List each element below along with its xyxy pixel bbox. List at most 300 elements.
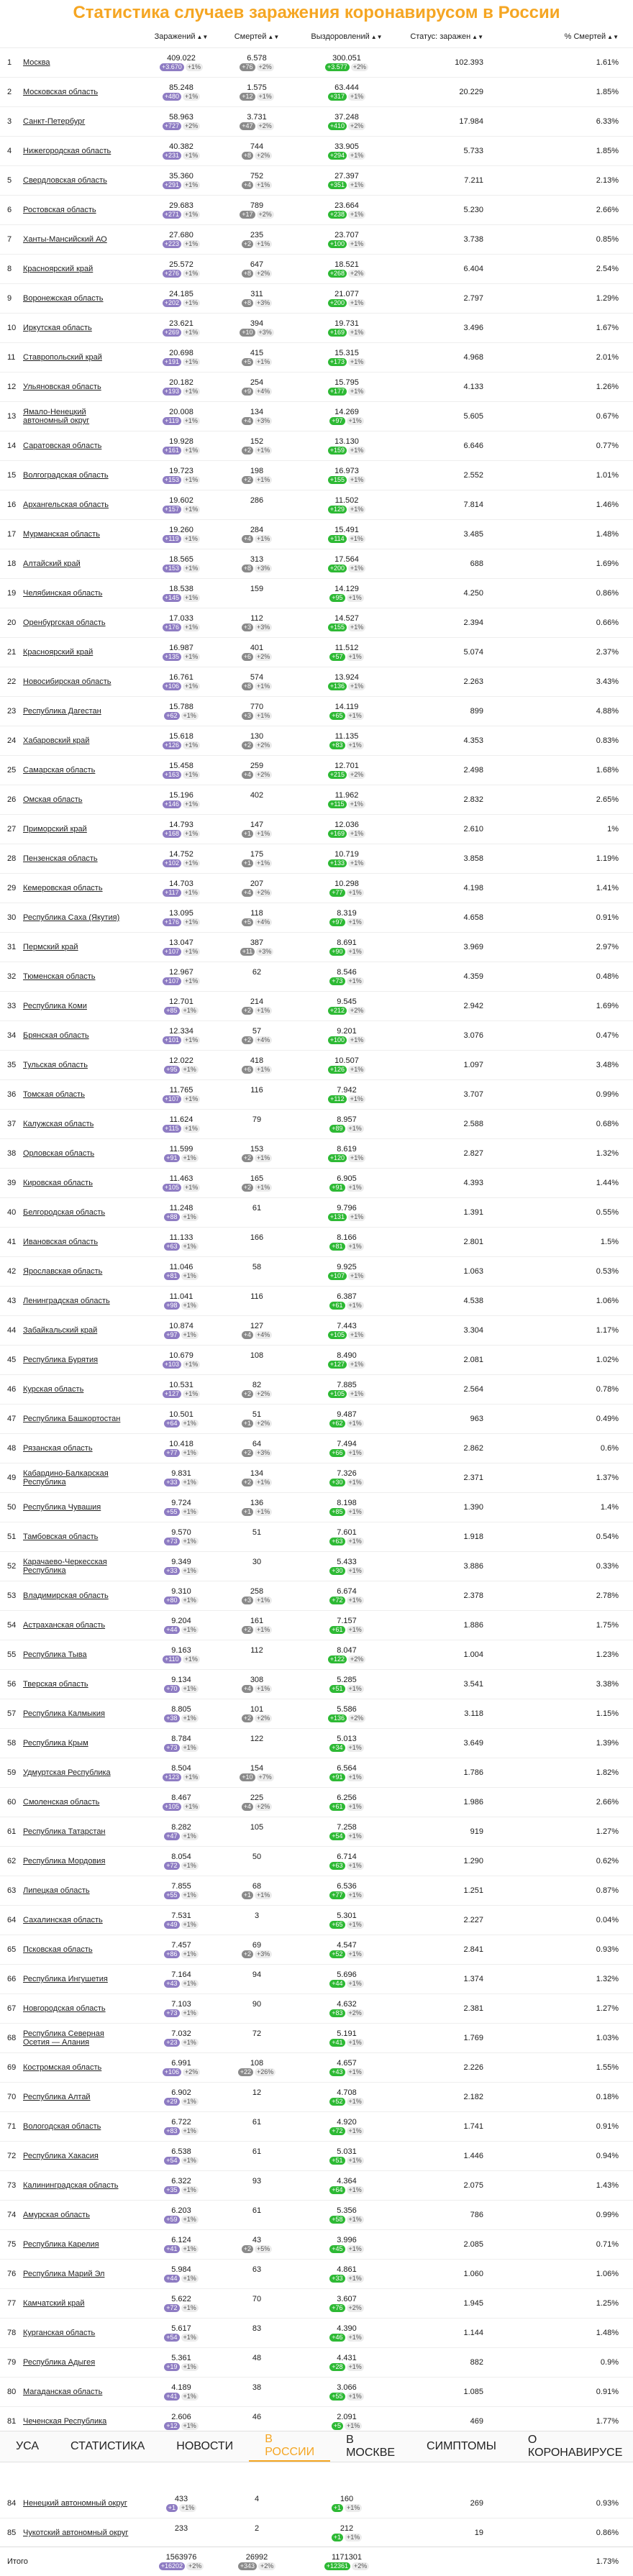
region-cell bbox=[23, 1975, 138, 1983]
deaths-cell-change bbox=[242, 417, 273, 425]
deaths-cell-percent-badge: +1% bbox=[255, 535, 272, 543]
recovered-cell bbox=[289, 732, 404, 749]
infected-cell bbox=[138, 791, 224, 808]
region-link[interactable]: Удмуртская Республика bbox=[23, 1768, 111, 1777]
region-link[interactable]: Республика Тыва bbox=[23, 1650, 87, 1659]
infected-cell bbox=[138, 1145, 224, 1162]
recovered-cell-delta-badge: +200 bbox=[328, 565, 347, 572]
deaths-cell-value: 51 bbox=[252, 1528, 262, 1537]
recovered-cell-percent-badge: +1% bbox=[348, 1361, 365, 1369]
deaths-cell-delta-badge: +12 bbox=[240, 93, 255, 101]
region-link[interactable]: Республика Карелия bbox=[23, 2240, 99, 2249]
recovered-cell-value: 13.130 bbox=[334, 437, 359, 446]
nav-item-6[interactable]: СИМПТОМЫ bbox=[427, 2440, 496, 2452]
mortality-cell: 1.5% bbox=[600, 1238, 619, 1246]
header-infected[interactable]: Заражений ▲▼ bbox=[154, 32, 209, 41]
row-number: 40 bbox=[7, 1208, 17, 1217]
recovered-cell bbox=[289, 1440, 404, 1457]
recovered-cell bbox=[289, 1970, 404, 1988]
region-link[interactable]: Красноярский край bbox=[23, 648, 94, 657]
region-link[interactable]: Мурманская область bbox=[23, 530, 100, 539]
deaths-cell-change bbox=[240, 93, 274, 101]
nav-item-4[interactable]: В РОССИИ bbox=[249, 2431, 330, 2462]
region-link[interactable]: Московская область bbox=[23, 88, 99, 96]
region-link[interactable]: Пермский край bbox=[23, 943, 78, 951]
deaths-cell bbox=[224, 2354, 289, 2371]
region-link[interactable]: Республика Крым bbox=[23, 1739, 88, 1748]
recovered-cell bbox=[289, 408, 404, 425]
deaths-cell-percent-badge: +2% bbox=[257, 122, 274, 130]
region-link[interactable]: Ханты-Мансийский АО bbox=[23, 235, 107, 244]
infected-cell bbox=[138, 2295, 224, 2312]
nav-item-1[interactable]: УСА bbox=[16, 2440, 40, 2452]
infected-cell-change bbox=[163, 1361, 201, 1369]
region-link[interactable]: Ивановская область bbox=[23, 1238, 99, 1246]
region-link[interactable]: Вологодская область bbox=[23, 2122, 101, 2131]
table-row bbox=[0, 1257, 633, 1287]
deaths-cell-value: 647 bbox=[250, 260, 264, 269]
infected-cell-value: 15.618 bbox=[169, 732, 193, 741]
recovered-cell-percent-badge: +2% bbox=[347, 2304, 364, 2312]
region-link[interactable]: Калининградская область bbox=[23, 2181, 119, 2190]
deaths-cell-delta-badge: +2 bbox=[242, 1184, 253, 1192]
infected-cell-value: 13.095 bbox=[169, 909, 193, 918]
region-link[interactable]: Республика Бурятия bbox=[23, 1356, 99, 1364]
infected-cell-change bbox=[163, 859, 201, 867]
region-link[interactable]: Санкт-Петербург bbox=[23, 117, 86, 126]
row-number: 29 bbox=[7, 884, 17, 892]
region-link[interactable]: Ленинградская область bbox=[23, 1297, 110, 1305]
deaths-cell-percent-badge: +2% bbox=[257, 211, 274, 219]
region-link[interactable]: Томская область bbox=[23, 1090, 85, 1099]
mortality-cell: 0.66% bbox=[596, 618, 619, 627]
recovered-cell-change bbox=[328, 1655, 366, 1663]
recovered-cell bbox=[289, 614, 404, 631]
deaths-cell-delta-badge: +5 bbox=[242, 918, 253, 926]
active-cell: 5.605 bbox=[463, 412, 483, 421]
deaths-cell-delta-badge: +2 bbox=[242, 1007, 253, 1015]
infected-cell bbox=[138, 1912, 224, 1929]
row-number: 41 bbox=[7, 1238, 17, 1246]
deaths-cell-change bbox=[242, 1066, 273, 1074]
recovered-cell-percent-badge: +1% bbox=[347, 918, 364, 926]
infected-cell-delta-badge: +91 bbox=[164, 1154, 179, 1162]
region-link[interactable]: Ненецкий автономный округ bbox=[23, 2499, 127, 2508]
region-link[interactable]: Пензенская область bbox=[23, 854, 98, 863]
recovered-cell-value: 5.696 bbox=[337, 1970, 357, 1979]
deaths-cell-percent-badge: +2% bbox=[255, 1420, 272, 1428]
infected-cell-value: 10.501 bbox=[169, 1410, 193, 1419]
recovered-cell-change bbox=[329, 1508, 364, 1516]
recovered-cell-percent-badge: +2% bbox=[348, 1007, 365, 1015]
deaths-cell-percent-badge: +2% bbox=[255, 771, 272, 779]
deaths-cell-value: 198 bbox=[250, 467, 264, 475]
region-cell bbox=[23, 736, 138, 745]
region-link[interactable]: Хабаровский край bbox=[23, 736, 90, 745]
header-status[interactable]: Статус: заражен ▲▼ bbox=[410, 32, 483, 41]
region-link[interactable]: Воронежская область bbox=[23, 294, 104, 303]
region-link[interactable]: Ростовская область bbox=[23, 206, 96, 214]
infected-cell-percent-badge: +1% bbox=[181, 1243, 199, 1251]
recovered-cell-value: 5.433 bbox=[337, 1558, 357, 1566]
region-link[interactable]: Челябинская область bbox=[23, 589, 103, 598]
region-link[interactable]: Курганская область bbox=[23, 2329, 96, 2337]
infected-cell-percent-badge: +1% bbox=[181, 2393, 199, 2401]
mortality-cell: 1.06% bbox=[596, 1297, 619, 1305]
recovered-cell-percent-badge: +1% bbox=[347, 1302, 364, 1310]
region-cell bbox=[23, 1857, 138, 1865]
infected-cell-value: 9.831 bbox=[171, 1469, 191, 1478]
recovered-cell-change bbox=[329, 712, 364, 720]
region-link[interactable]: Ярославская область bbox=[23, 1267, 103, 1276]
infected-cell-delta-badge: +119 bbox=[163, 535, 181, 543]
infected-cell-change bbox=[164, 2009, 199, 2017]
region-cell bbox=[23, 530, 138, 539]
active-cell: 1.063 bbox=[463, 1267, 483, 1276]
deaths-cell-value: 58 bbox=[252, 1263, 262, 1271]
infected-cell-change bbox=[163, 329, 201, 337]
recovered-cell-value: 7.494 bbox=[337, 1440, 357, 1448]
infected-cell bbox=[138, 732, 224, 749]
region-cell bbox=[23, 1090, 138, 1099]
region-link[interactable]: Калужская область bbox=[23, 1120, 94, 1128]
region-cell bbox=[23, 1503, 138, 1512]
deaths-cell-percent-badge: +4% bbox=[255, 1331, 272, 1339]
region-link[interactable]: Самарская область bbox=[23, 766, 96, 775]
infected-cell-percent-badge: +1% bbox=[186, 63, 203, 71]
recovered-cell-change bbox=[328, 122, 366, 130]
infected-cell-delta-badge: +73 bbox=[164, 2009, 179, 2017]
recovered-cell-value: 23.664 bbox=[334, 201, 359, 210]
recovered-cell-change bbox=[332, 2422, 363, 2430]
region-link[interactable]: Забайкальский край bbox=[23, 1326, 98, 1335]
recovered-cell-change bbox=[328, 329, 366, 337]
region-cell bbox=[23, 1208, 138, 1217]
region-link[interactable]: Республика Алтай bbox=[23, 2093, 91, 2101]
mortality-cell: 1.67% bbox=[596, 324, 619, 332]
region-link[interactable]: Смоленская область bbox=[23, 1798, 100, 1807]
region-cell bbox=[23, 1469, 138, 1486]
deaths-cell-value: 308 bbox=[250, 1676, 264, 1684]
region-link[interactable]: Республика Саха (Якутия) bbox=[23, 913, 120, 922]
region-link[interactable]: Волгоградская область bbox=[23, 471, 109, 480]
nav-item-3[interactable]: НОВОСТИ bbox=[176, 2440, 234, 2452]
page-title: Статистика случаев заражения коронавирусом в России bbox=[73, 3, 560, 22]
row-number: 50 bbox=[7, 1503, 17, 1512]
nav-item-7[interactable]: О КОРОНАВИРУСЕ bbox=[527, 2434, 623, 2459]
recovered-cell-value: 5.013 bbox=[337, 1735, 357, 1743]
infected-cell-percent-badge: +1% bbox=[181, 1066, 199, 1074]
region-link[interactable]: Чеченская Республика bbox=[23, 2417, 107, 2426]
region-link[interactable]: Архангельская область bbox=[23, 501, 109, 509]
recovered-cell-percent-badge: +1% bbox=[348, 800, 365, 808]
recovered-cell-delta-badge: +65 bbox=[329, 712, 345, 720]
recovered-cell-change bbox=[329, 1243, 364, 1251]
region-cell bbox=[23, 2122, 138, 2131]
infected-cell bbox=[138, 2206, 224, 2224]
mortality-cell: 2.37% bbox=[596, 648, 619, 657]
deaths-cell-delta-badge: +4 bbox=[242, 1803, 253, 1811]
infected-cell-value: 8.467 bbox=[171, 1794, 191, 1802]
region-link[interactable]: Ямало-Ненецкий автономный округ bbox=[23, 408, 90, 425]
deaths-cell-percent-badge: +3% bbox=[256, 948, 273, 956]
recovered-cell-delta-badge: +72 bbox=[329, 2127, 345, 2135]
infected-cell-percent-badge: +1% bbox=[183, 859, 200, 867]
infected-cell-change bbox=[164, 1862, 199, 1870]
region-link[interactable]: Белгородская область bbox=[23, 1208, 106, 1217]
infected-cell-delta-badge: +33 bbox=[164, 1567, 179, 1575]
infected-cell-percent-badge: +1% bbox=[183, 977, 200, 985]
recovered-cell bbox=[289, 142, 404, 160]
recovered-cell-change bbox=[328, 1095, 365, 1103]
region-link[interactable]: Брянская область bbox=[23, 1031, 89, 1040]
recovered-cell-percent-badge: +1% bbox=[348, 1272, 365, 1280]
header-deaths[interactable]: Смертей ▲▼ bbox=[234, 32, 280, 41]
region-link[interactable]: Липецкая область bbox=[23, 1886, 90, 1895]
recovered-cell-change bbox=[329, 1479, 364, 1486]
mortality-cell: 1.32% bbox=[596, 1149, 619, 1158]
recovered-cell-delta-badge: +85 bbox=[329, 1508, 345, 1516]
infected-cell-percent-badge: +1% bbox=[183, 1803, 200, 1811]
deaths-cell-delta-badge: +6 bbox=[242, 1066, 253, 1074]
table-row bbox=[0, 1228, 633, 1257]
region-link[interactable]: Псковская область bbox=[23, 1945, 93, 1954]
header-recovered[interactable]: Выздоровлений ▲▼ bbox=[311, 32, 383, 41]
row-number: 16 bbox=[7, 501, 17, 509]
infected-cell-delta-badge: +38 bbox=[164, 1714, 179, 1722]
region-link[interactable]: Орловская область bbox=[23, 1149, 95, 1158]
mortality-cell: 0.62% bbox=[596, 1857, 619, 1865]
region-link[interactable]: Омская область bbox=[23, 795, 83, 804]
region-link[interactable]: Оренбургская область bbox=[23, 618, 106, 627]
region-link[interactable]: Нижегородская область bbox=[23, 147, 111, 155]
region-link[interactable]: Тульская область bbox=[23, 1061, 88, 1069]
infected-cell-change bbox=[163, 358, 201, 366]
region-link[interactable]: Владимирская область bbox=[23, 1591, 109, 1600]
recovered-cell-value: 11.962 bbox=[334, 791, 359, 800]
recovered-cell bbox=[289, 791, 404, 808]
region-link[interactable]: Астраханская область bbox=[23, 1621, 106, 1630]
recovered-cell-value: 5.301 bbox=[337, 1912, 357, 1920]
mortality-cell: 0.9% bbox=[600, 2358, 619, 2367]
region-cell bbox=[23, 206, 138, 214]
region-link[interactable]: Иркутская область bbox=[23, 324, 92, 332]
deaths-cell-percent-badge: +2% bbox=[255, 1390, 272, 1398]
region-link[interactable]: Республика Коми bbox=[23, 1002, 87, 1010]
region-link[interactable]: Тюменская область bbox=[23, 972, 96, 981]
region-link[interactable]: Приморский край bbox=[23, 825, 87, 833]
deaths-cell bbox=[224, 909, 289, 926]
deaths-cell-delta-badge: +2 bbox=[242, 2245, 253, 2253]
recovered-cell-change bbox=[329, 741, 364, 749]
recovered-cell bbox=[289, 1735, 404, 1752]
row-number: 17 bbox=[7, 530, 17, 539]
infected-cell-value: 5.984 bbox=[171, 2265, 191, 2274]
infected-cell-change bbox=[163, 948, 201, 956]
recovered-cell-value: 63.444 bbox=[334, 83, 359, 92]
infected-cell-delta-badge: +86 bbox=[164, 1950, 179, 1958]
deaths-cell-value: 153 bbox=[250, 1145, 264, 1154]
deaths-cell bbox=[224, 2295, 289, 2312]
region-link[interactable]: Новгородская область bbox=[23, 2004, 106, 2013]
region-link[interactable]: Тверская область bbox=[23, 1680, 88, 1689]
recovered-cell bbox=[289, 1351, 404, 1369]
deaths-cell bbox=[224, 1646, 289, 1663]
region-link[interactable]: Москва bbox=[23, 58, 50, 67]
infected-cell-value: 10.418 bbox=[169, 1440, 193, 1448]
recovered-cell bbox=[289, 703, 404, 720]
region-link[interactable]: Республика Хакасия bbox=[23, 2152, 99, 2160]
recovered-cell-value: 6.256 bbox=[337, 1794, 357, 1802]
table-row bbox=[0, 1758, 633, 1788]
region-link[interactable]: Республика Адыгея bbox=[23, 2358, 96, 2367]
recovered-cell-delta-badge: +112 bbox=[328, 1095, 347, 1103]
region-link[interactable]: Саратовская область bbox=[23, 442, 102, 450]
recovered-cell-change bbox=[329, 2363, 364, 2371]
deaths-cell-delta-badge: +10 bbox=[240, 1773, 255, 1781]
region-link[interactable]: Свердловская область bbox=[23, 176, 107, 185]
recovered-cell-value: 4.861 bbox=[337, 2265, 357, 2274]
region-link[interactable]: Республика Чувашия bbox=[23, 1503, 101, 1512]
deaths-cell-value: 134 bbox=[250, 408, 264, 416]
infected-cell-percent-badge: +1% bbox=[183, 741, 200, 749]
region-link[interactable]: Ульяновская область bbox=[23, 383, 101, 391]
region-link[interactable]: Камчатский край bbox=[23, 2299, 85, 2308]
mortality-cell: 0.18% bbox=[596, 2093, 619, 2101]
nav-item-5[interactable]: В МОСКВЕ bbox=[346, 2434, 396, 2459]
infected-cell-change bbox=[163, 270, 201, 278]
region-link[interactable]: Республика Ингушетия bbox=[23, 1975, 108, 1983]
region-link[interactable]: Магаданская область bbox=[23, 2388, 103, 2396]
region-link[interactable]: Красноярский край bbox=[23, 265, 94, 273]
region-link[interactable]: Новосибирская область bbox=[23, 677, 111, 686]
table-row bbox=[0, 1198, 633, 1228]
recovered-cell-delta-badge: +61 bbox=[329, 1626, 345, 1634]
deaths-cell-delta-badge: +8 bbox=[242, 565, 253, 572]
recovered-cell bbox=[289, 1853, 404, 1870]
active-cell: 3.485 bbox=[463, 530, 483, 539]
deaths-cell-change bbox=[242, 1685, 273, 1693]
infected-cell-percent-badge: +1% bbox=[181, 712, 199, 720]
region-link[interactable]: Республика Марий Эл bbox=[23, 2270, 105, 2278]
recovered-cell bbox=[289, 1086, 404, 1103]
recovered-cell-change bbox=[329, 2039, 364, 2047]
infected-cell bbox=[138, 880, 224, 897]
infected-cell bbox=[138, 378, 224, 396]
recovered-cell-percent-badge: +1% bbox=[347, 594, 364, 602]
infected-cell bbox=[138, 1233, 224, 1251]
recovered-cell-change bbox=[328, 447, 366, 455]
region-link[interactable]: Ставропольский край bbox=[23, 353, 102, 362]
row-number: 30 bbox=[7, 913, 17, 922]
region-link[interactable]: Костромская область bbox=[23, 2063, 102, 2072]
mortality-cell: 3.38% bbox=[596, 1680, 619, 1689]
region-link[interactable]: Рязанская область bbox=[23, 1444, 93, 1453]
infected-cell-change bbox=[164, 1243, 199, 1251]
region-cell bbox=[23, 2063, 138, 2072]
recovered-cell-change bbox=[328, 299, 366, 307]
header-mortality[interactable]: % Смертей ▲▼ bbox=[564, 32, 619, 41]
region-link[interactable]: Республика Татарстан bbox=[23, 1827, 106, 1836]
deaths-cell bbox=[224, 1794, 289, 1811]
recovered-cell-delta-badge: +90 bbox=[329, 948, 345, 956]
infected-cell-percent-badge: +1% bbox=[181, 2216, 199, 2224]
region-link[interactable]: Алтайский край bbox=[23, 559, 81, 568]
region-link[interactable]: Чукотский автономный округ bbox=[23, 2529, 129, 2537]
recovered-cell-delta-badge: +63 bbox=[329, 1538, 345, 1545]
region-link[interactable]: Тамбовская область bbox=[23, 1533, 99, 1541]
recovered-cell-percent-badge: +1% bbox=[347, 1950, 364, 1958]
region-link[interactable]: Республика Дагестан bbox=[23, 707, 101, 716]
deaths-cell-change bbox=[242, 1331, 273, 1339]
row-number: 68 bbox=[7, 2034, 17, 2042]
infected-cell-percent-badge: +1% bbox=[181, 2422, 199, 2430]
total-label: Итого bbox=[7, 2557, 28, 2566]
recovered-cell bbox=[289, 821, 404, 838]
deaths-cell-delta-badge: +2 bbox=[242, 1390, 253, 1398]
recovered-cell bbox=[289, 2000, 404, 2017]
active-cell: 3.118 bbox=[464, 1709, 483, 1718]
region-link[interactable]: Кировская область bbox=[23, 1179, 93, 1187]
infected-cell-delta-badge: +153 bbox=[163, 565, 181, 572]
recovered-cell-change bbox=[329, 977, 364, 985]
row-number: 75 bbox=[7, 2240, 17, 2249]
mortality-cell: 0.86% bbox=[596, 589, 619, 598]
recovered-cell-percent-badge: +1% bbox=[347, 1420, 364, 1428]
region-link[interactable]: Республика Мордовия bbox=[23, 1857, 106, 1865]
infected-cell-delta-badge: +480 bbox=[163, 93, 181, 101]
region-cell bbox=[23, 1621, 138, 1630]
region-link[interactable]: Кемеровская область bbox=[23, 884, 103, 892]
deaths-cell-change bbox=[242, 1184, 273, 1192]
region-link[interactable]: Карачаево-Черкесская Республика bbox=[23, 1558, 107, 1575]
deaths-cell-value: 402 bbox=[250, 791, 264, 800]
region-link[interactable]: Республика Северная Осетия — Алания bbox=[23, 2029, 104, 2047]
recovered-cell-change bbox=[329, 1862, 364, 1870]
deaths-cell-change bbox=[242, 1479, 273, 1486]
recovered-cell-value: 15.491 bbox=[334, 526, 359, 534]
infected-cell-delta-badge: +62 bbox=[164, 712, 179, 720]
deaths-cell bbox=[224, 1322, 289, 1339]
recovered-cell-value: 160 bbox=[340, 2495, 354, 2503]
region-link[interactable]: Сахалинская область bbox=[23, 1916, 103, 1924]
row-number: 9 bbox=[7, 294, 12, 303]
region-link[interactable]: Республика Башкортостан bbox=[23, 1415, 121, 1423]
deaths-cell bbox=[224, 1174, 289, 1192]
mortality-cell: 1.55% bbox=[596, 2063, 619, 2072]
region-link[interactable]: Курская область bbox=[23, 1385, 84, 1394]
active-cell: 3.649 bbox=[463, 1739, 483, 1748]
recovered-cell bbox=[289, 83, 404, 101]
infected-cell-value: 8.054 bbox=[171, 1853, 191, 1861]
nav-item-2[interactable]: СТАТИСТИКА bbox=[70, 2440, 145, 2452]
table-row bbox=[0, 373, 633, 402]
recovered-cell bbox=[289, 1204, 404, 1221]
recovered-cell-value: 9.201 bbox=[337, 1027, 357, 1036]
row-number: 26 bbox=[7, 795, 17, 804]
region-link[interactable]: Республика Калмыкия bbox=[23, 1709, 105, 1718]
region-link[interactable]: Кабардино-Балкарская Республика bbox=[23, 1469, 109, 1486]
recovered-cell-delta-badge: +351 bbox=[328, 181, 347, 189]
infected-cell-delta-badge: +145 bbox=[163, 594, 181, 602]
region-link[interactable]: Амурская область bbox=[23, 2211, 90, 2219]
infected-cell-change bbox=[164, 1302, 199, 1310]
table-row bbox=[0, 1522, 633, 1552]
infected-cell-change bbox=[163, 1655, 200, 1663]
region-cell bbox=[23, 1415, 138, 1423]
recovered-cell-percent-badge: +1% bbox=[348, 299, 365, 307]
deaths-cell bbox=[224, 1233, 289, 1251]
